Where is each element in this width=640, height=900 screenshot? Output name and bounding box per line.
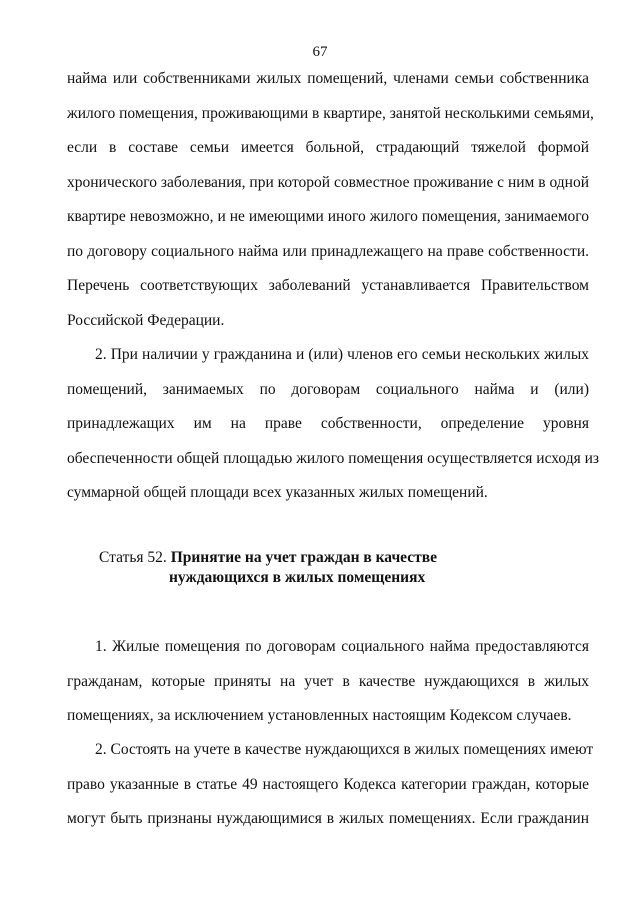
paragraph-continuation	[67, 62, 594, 338]
text-line: хронического заболевания, при которой совместное проживание с ним в одной	[67, 173, 589, 191]
text-line: Перечень соответствующих заболеваний устанавливается Правительством	[67, 277, 589, 294]
paragraph-article-1	[67, 630, 589, 734]
text-line: могут быть признаны нуждающимися в жилых помещениях. Если гражданин	[67, 810, 589, 827]
article-title-line2: нуждающихся в жилых помещениях	[169, 569, 426, 586]
text-line: помещениях, за исключением установленных настоящим Кодексом случаев.	[67, 707, 572, 724]
paragraph-article-2	[67, 733, 594, 837]
text-line: квартире невозможно, и не имеющими иного жилого помещения, занимаемого	[67, 208, 589, 225]
paragraph-2	[67, 338, 600, 511]
text-line: жилого помещения, проживающими в квартире, занятой несколькими семьями,	[67, 104, 594, 122]
page-number: 67	[312, 44, 328, 60]
text-line: 1. Жилые помещения по договорам социального найма предоставляются	[95, 638, 589, 655]
text-line: гражданам, которые приняты на учет в качестве нуждающихся в жилых	[67, 672, 589, 690]
text-line: право указанные в статье 49 настоящего Кодекса категории граждан, которые	[67, 775, 589, 793]
text-line: помещений, занимаемых по договорам социального найма и (или)	[67, 380, 589, 398]
text-line: Российской Федерации.	[67, 311, 225, 329]
text-line: если в составе семьи имеется больной, страдающий тяжелой формой	[67, 139, 589, 156]
article-heading	[99, 548, 437, 588]
text-line: найма или собственниками жилых помещений, членами семьи собственника	[67, 70, 589, 87]
text-line: по договору социального найма или принадлежащего на праве собственности.	[67, 242, 589, 260]
text-line: суммарной общей площади всех указанных жилых помещений.	[67, 484, 488, 501]
text-line: принадлежащих им на праве собственности, определение уровня	[67, 415, 589, 432]
article-prefix: Статья 52.	[99, 549, 171, 566]
text-line: 2. При наличии у гражданина и (или) членов его семьи нескольких жилых	[95, 346, 589, 363]
text-line: обеспеченности общей площадью жилого помещения осуществляется исходя из	[67, 449, 600, 467]
article-title-line1: Принятие на учет граждан в качестве	[170, 549, 437, 566]
text-line: 2. Состоять на учете в качестве нуждающихся в жилых помещениях имеют	[95, 741, 594, 758]
